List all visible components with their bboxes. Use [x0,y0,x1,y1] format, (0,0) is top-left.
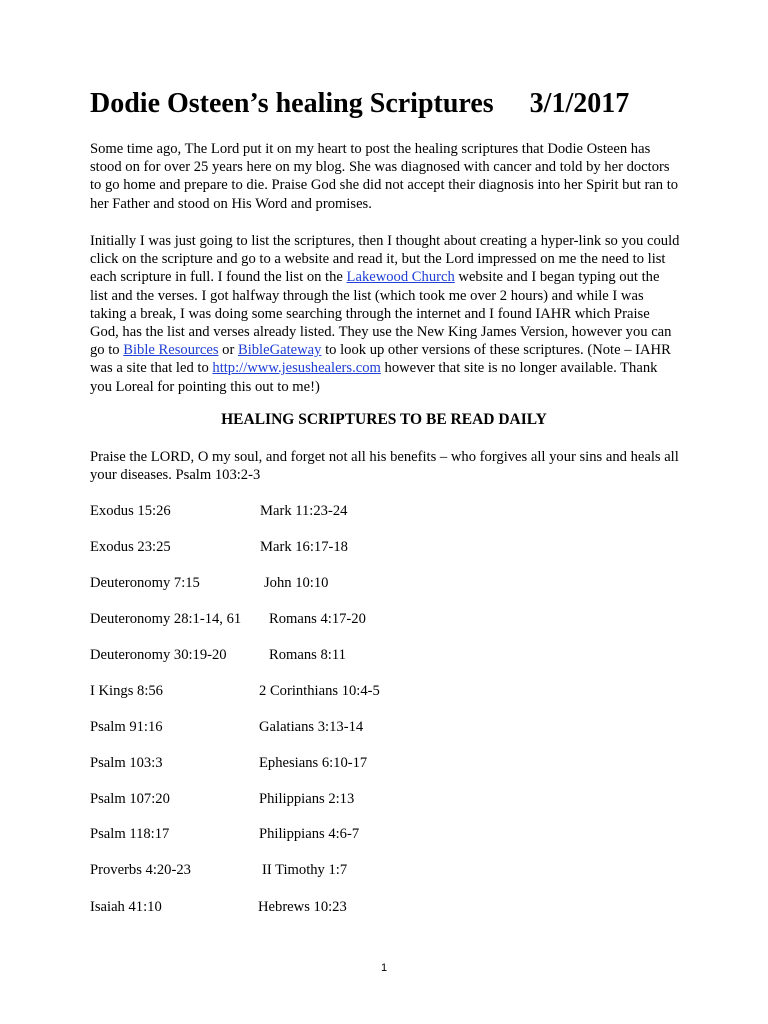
scripture-row [90,538,590,558]
old-testament-reference: Exodus 23:25 [90,539,171,555]
background-paragraph [90,232,680,396]
paragraph-text: or [218,342,238,359]
scripture-row [90,898,590,918]
new-testament-reference: II Timothy 1:7 [262,862,348,878]
old-testament-reference: Deuteronomy 7:15 [90,575,200,591]
title-text: Dodie Osteen’s healing Scriptures [90,88,494,119]
old-testament-reference: Psalm 107:20 [90,791,170,807]
scripture-row [90,754,590,774]
lakewood-church-link[interactable]: Lakewood Church [346,269,455,286]
bible-resources-link[interactable]: Bible Resources [123,342,219,359]
old-testament-reference: Deuteronomy 30:19-20 [90,647,227,663]
paragraph-text: however that site is no longer available. Thank you Loreal for pointing this out to me!) [90,360,658,395]
scripture-row [90,718,590,738]
new-testament-reference: 2 Corinthians 10:4-5 [259,683,380,699]
intro-paragraph: Some time ago, The Lord put it on my heart to post the healing scriptures that Dodie Osteen has stood on for over 25 years here on my blog. She was diagnosed with cancer and told by her doctors to go home and prepare to die. Praise God she did not accept their diagnosis into her Spirit but ran to her Father and stood on His Word and promises. [90,141,679,212]
new-testament-reference: Hebrews 10:23 [258,899,347,915]
new-testament-reference: John 10:10 [264,575,329,591]
new-testament-reference: Ephesians 6:10-17 [259,755,368,771]
intro-verse: Praise the LORD, O my soul, and forget not all his benefits – who forgives all your sins and heals all your diseases. Psalm 103:2-3 [90,449,679,484]
paragraph-text: to look up other versions of these scriptures. (Note – IAHR was a site that led to [90,342,671,377]
new-testament-reference: Romans 4:17-20 [269,611,366,627]
scripture-row [90,790,590,810]
new-testament-reference: Philippians 2:13 [259,791,355,807]
paragraph-text: Initially I was just going to list the scriptures, then I thought about creating a hyper-link so you could click on the scripture and go to a website and read it, but the Lord impressed on me the need to list each scripture in full. I found the list on the [90,233,680,286]
old-testament-reference: Psalm 91:16 [90,719,163,735]
page-number: 1 [380,962,388,974]
old-testament-reference: Psalm 103:3 [90,755,163,771]
new-testament-reference: Romans 8:11 [269,647,346,663]
scripture-row [90,574,590,594]
scripture-row [90,861,590,881]
old-testament-reference: Isaiah 41:10 [90,899,162,915]
scripture-row [90,502,590,522]
biblegateway-link[interactable]: BibleGateway [237,342,322,359]
section-heading: HEALING SCRIPTURES TO BE READ DAILY [221,411,547,428]
title-date: 3/1/2017 [529,88,630,119]
new-testament-reference: Mark 16:17-18 [260,539,348,555]
scripture-row [90,825,590,845]
new-testament-reference: Galatians 3:13-14 [259,719,364,735]
new-testament-reference: Mark 11:23-24 [260,503,348,519]
scripture-row [90,682,590,702]
old-testament-reference: Proverbs 4:20-23 [90,862,191,878]
document-title [90,88,629,120]
old-testament-reference: Psalm 118:17 [90,826,170,842]
old-testament-reference: I Kings 8:56 [90,683,163,699]
paragraph-text: website and I began typing out the list and the verses. I got halfway through the list (which took me over 2 hours) and while I was taking a break, I was doing some searching through the internet and I found IAHR which Praise God, has the list and verses already listed. They use the New King James Version, however you can go to [90,269,672,359]
jesushealers-link[interactable]: http://www.jesushealers.com [212,360,381,377]
new-testament-reference: Philippians 4:6-7 [259,826,360,842]
scripture-row [90,646,590,666]
scripture-row [90,610,590,630]
old-testament-reference: Deuteronomy 28:1-14, 61 [90,611,242,627]
old-testament-reference: Exodus 15:26 [90,503,171,519]
